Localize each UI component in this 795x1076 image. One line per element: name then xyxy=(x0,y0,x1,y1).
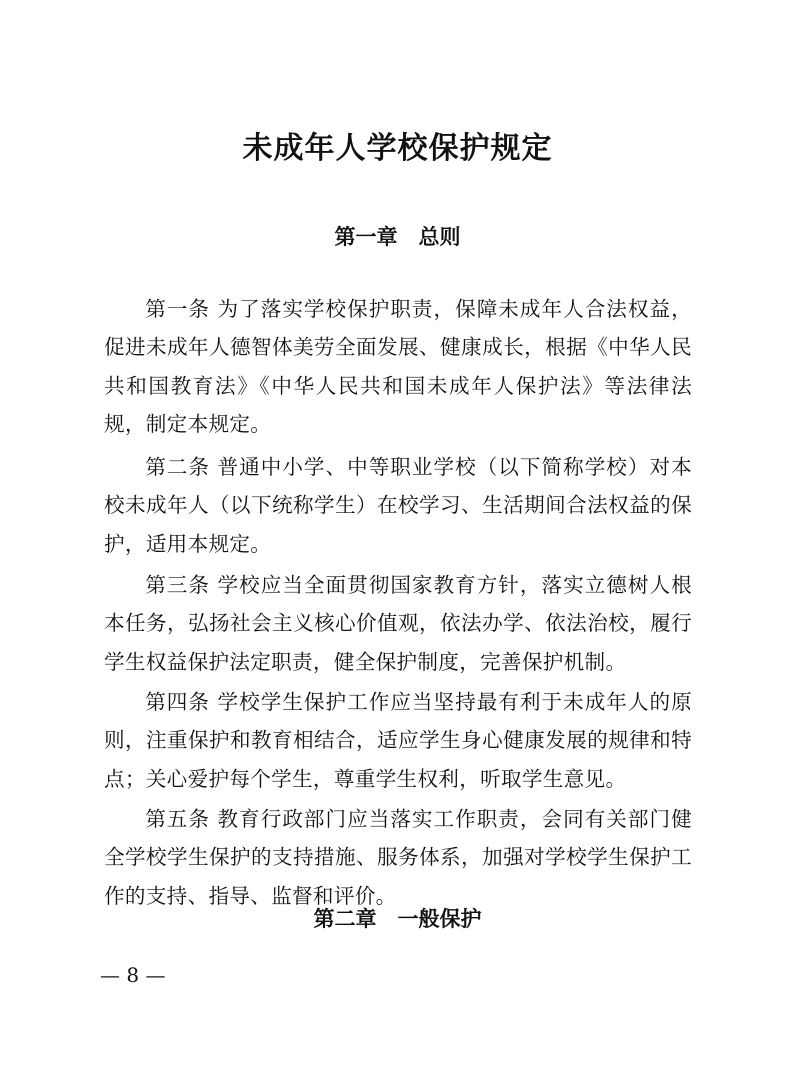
article-3-text: 学校应当全面贯彻国家教育方针，落实立德树人根本任务，弘扬社会主义核心价值观，依法办学、依法治校，履行学生权益保护法定职责，健全保护制度，完善保护机制。 xyxy=(104,573,692,674)
article-1-text: 为了落实学校保护职责，保障未成年人合法权益，促进未成年人德智体美劳全面发展、健康成长，根据《中华人民共和国教育法》《中华人民共和国未成年人保护法》等法律法规，制定本规定。 xyxy=(104,297,692,437)
article-4-text: 学校学生保护工作应当坚持最有利于未成年人的原则，注重保护和教育相结合，适应学生身心健康发展的规律和特点；关心爱护每个学生，尊重学生权利，听取学生意见。 xyxy=(104,690,692,791)
article-1-label: 第一条 xyxy=(145,297,210,321)
article-2-text: 普通中小学、中等职业学校（以下简称学校）对本校未成年人（以下统称学生）在校学习、生活期间合法权益的保护，适用本规定。 xyxy=(104,455,692,556)
article-4-label: 第四条 xyxy=(145,690,210,714)
article-5-label: 第五条 xyxy=(145,807,210,831)
article-5 xyxy=(104,800,692,915)
chapter-heading-general-provisions: 第一章 总则 xyxy=(334,225,461,249)
chapter-heading-general-protection: 第二章 一般保护 xyxy=(313,907,482,931)
article-4 xyxy=(104,683,692,798)
article-2 xyxy=(104,448,692,563)
article-5-text: 教育行政部门应当落实工作职责，会同有关部门健全学校学生保护的支持措施、服务体系，加强对学校学生保护工作的支持、指导、监督和评价。 xyxy=(104,807,692,908)
article-1 xyxy=(104,290,692,444)
article-3 xyxy=(104,566,692,681)
page-number: — 8 — xyxy=(100,963,166,987)
document-title: 未成年人学校保护规定 xyxy=(242,131,553,166)
article-3-label: 第三条 xyxy=(145,573,210,597)
article-2-label: 第二条 xyxy=(145,455,210,479)
